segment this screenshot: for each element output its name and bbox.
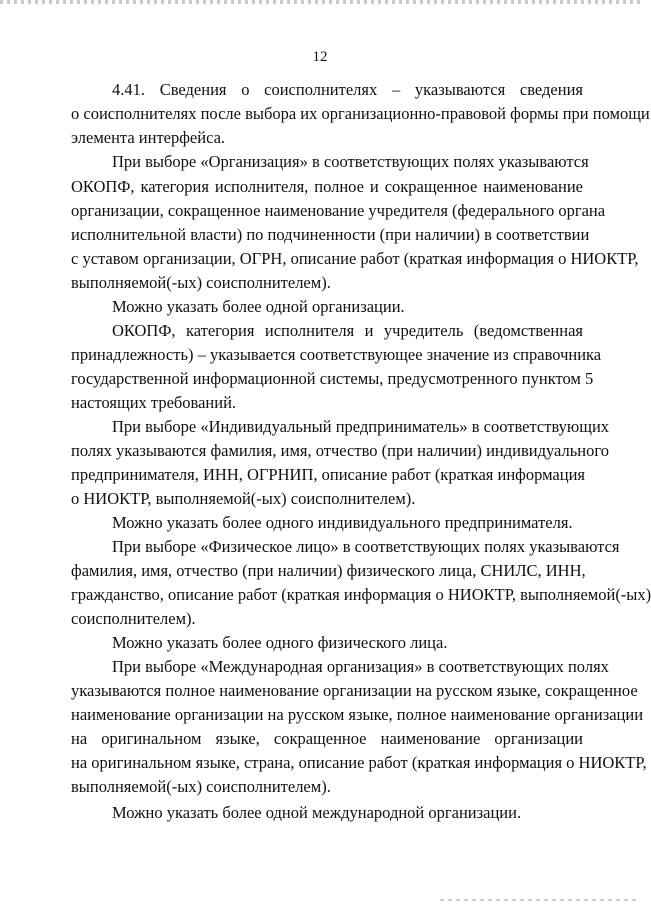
text-line: государственной информационной системы, предусмотренного пунктом 5	[71, 369, 594, 388]
text-line: на оригинальном языке, страна, описание работ (краткая информация о НИОКТР,	[71, 753, 647, 772]
text-line: указываются полное наименование организации на русском языке, сокращенное	[71, 681, 638, 700]
text-line: наименование организации на русском языке, полное наименование организации	[71, 705, 644, 724]
text-line: соисполнителем).	[71, 609, 196, 628]
text-line: о соисполнителях после выбора их организационно-правовой формы при помощи	[71, 104, 650, 123]
text-line: настоящих требований.	[71, 393, 237, 412]
text-line: ОКОПФ, категория исполнителя, полное и сокращенное наименование	[71, 177, 583, 196]
text-line: фамилия, имя, отчество (при наличии) физического лица, СНИЛС, ИНН,	[71, 561, 586, 580]
text-line: Можно указать более одного индивидуального предпринимателя.	[112, 513, 573, 532]
text-line: выполняемой(-ых) соисполнителем).	[71, 273, 331, 292]
bottom-edge-rule	[440, 899, 640, 901]
text-line: о НИОКТР, выполняемой(-ых) соисполнителем).	[71, 489, 416, 508]
text-line: При выборе «Индивидуальный предприниматель» в соответствующих	[112, 417, 610, 436]
text-line: ОКОПФ, категория исполнителя и учредитель (ведомственная	[112, 321, 583, 340]
text-line: с уставом организации, ОГРН, описание работ (краткая информация о НИОКТР,	[71, 249, 639, 268]
text-line: на оригинальном языке, сокращенное наименование организации	[71, 729, 583, 748]
text-line: Можно указать более одной организации.	[112, 297, 405, 316]
text-line: предпринимателя, ИНН, ОГРНИП, описание работ (краткая информация	[71, 465, 585, 484]
text-line: При выборе «Физическое лицо» в соответствующих полях указываются	[112, 537, 620, 556]
text-line: выполняемой(-ых) соисполнителем).	[71, 777, 331, 796]
text-line: 4.41. Сведения о соисполнителях – указываются сведения	[112, 80, 583, 99]
text-line: При выборе «Международная организация» в соответствующих полях	[112, 657, 609, 676]
top-edge-rule	[0, 0, 640, 4]
page-number: 12	[312, 49, 328, 65]
text-line: исполнительной власти) по подчиненности (при наличии) в соответствии	[71, 225, 590, 244]
text-line: Можно указать более одного физического лица.	[112, 633, 448, 652]
text-line: организации, сокращенное наименование учредителя (федерального органа	[71, 201, 606, 220]
text-line: принадлежность) – указывается соответствующее значение из справочника	[71, 345, 602, 364]
text-line: полях указываются фамилия, имя, отчество (при наличии) индивидуального	[71, 441, 609, 460]
text-line: элемента интерфейса.	[71, 128, 226, 147]
text-line: При выборе «Организация» в соответствующих полях указываются	[112, 152, 589, 171]
text-line: гражданство, описание работ (краткая информация о НИОКТР, выполняемой(-ых)	[71, 585, 651, 604]
text-line: Можно указать более одной международной организации.	[112, 803, 522, 822]
